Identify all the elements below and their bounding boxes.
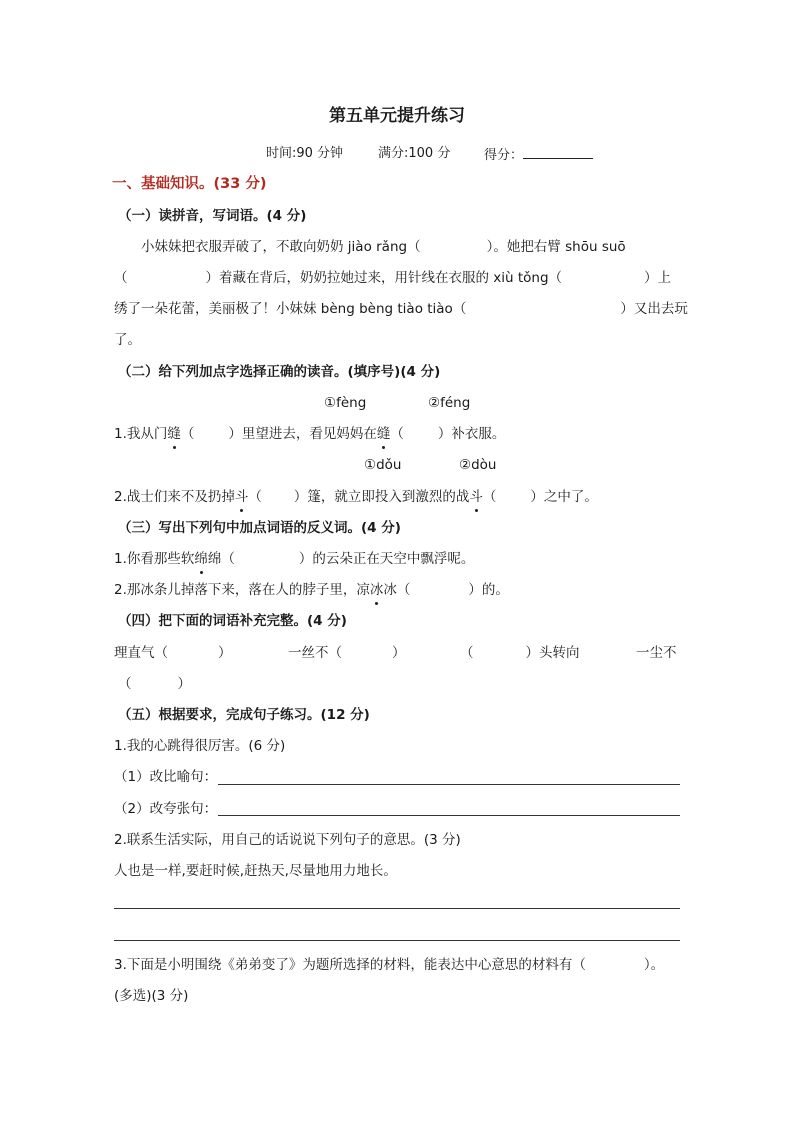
section-heading: 一、基础知识。(33 分) xyxy=(112,176,267,192)
time-label: 时间:90 分钟 xyxy=(266,146,344,161)
q3-sentence2 xyxy=(114,580,509,600)
q2-heading: （二）给下列加点字选择正确的读音。(填序号)(4 分) xyxy=(118,364,441,380)
q2-s2-text-e: ）之中了。 xyxy=(530,489,598,505)
q4-word2 xyxy=(288,643,406,663)
q5-part1-label: （1）改比喻句： xyxy=(114,769,218,785)
q2-s1-text-a: 1.我从门 xyxy=(114,426,168,442)
q5-item2: 2.联系生活实际，用自己的话说说下列句子的意思。(3 分) xyxy=(114,832,461,848)
q3-s1-text-c: ）的云朵正在天空中飘浮呢。 xyxy=(298,551,475,567)
q2-options1-a: ①fèng xyxy=(324,395,367,411)
q3-s1-text-b: （ xyxy=(221,551,235,567)
q4-word4: 一尘不 xyxy=(636,645,677,661)
q4-word4-line2 xyxy=(118,674,191,694)
q4-word1 xyxy=(114,643,232,663)
score-label-text: 得分： xyxy=(484,148,524,163)
q4-heading: （四）把下面的词语补充完整。(4 分) xyxy=(118,613,347,629)
q1-line1-text-b: ）。她把右臂 shōu suō xyxy=(486,239,626,255)
q1-line3-text-b: ）又出去玩 xyxy=(620,301,688,317)
q5-part2-label: （2）改夸张句： xyxy=(114,801,218,817)
dotted-word: 凉冰冰 xyxy=(356,582,397,598)
page-title: 第五单元提升练习 xyxy=(329,106,465,126)
q2-s2-text-a: 2.战士们来不及扔掉 xyxy=(114,489,235,505)
q5-heading: （五）根据要求，完成句子练习。(12 分) xyxy=(118,707,370,723)
q3-heading: （三）写出下列句中加点词语的反义词。(4 分) xyxy=(118,520,401,536)
q3-s2-text-b: （ xyxy=(396,582,411,598)
q1-line4: 了。 xyxy=(114,332,141,348)
q1-line2-text-c: ）上 xyxy=(644,270,672,286)
q4-w2-text-a: 一丝不（ xyxy=(288,645,342,661)
q1-line1-text-a: 小妹妹把衣服弄破了，不敢向奶奶 jiào rǎng（ xyxy=(141,239,421,255)
answer-line[interactable] xyxy=(218,815,680,816)
dotted-word: 软绵绵 xyxy=(180,551,222,567)
q4-w3-text-b: ）头转向 xyxy=(525,645,580,661)
q5-item3-note: (多选)(3 分) xyxy=(114,988,189,1004)
q2-options2-a: ①dǒu xyxy=(364,457,402,473)
score-label xyxy=(484,144,593,166)
answer-line[interactable] xyxy=(114,940,680,941)
q5-s3-text-a: 3.下面是小明围绕《弟弟变了》为题所选择的材料，能表达中心意思的材料有（ xyxy=(114,957,586,973)
q1-line3 xyxy=(114,299,688,319)
q4-w1-text-a: 理直气（ xyxy=(114,645,168,661)
q4-w2-text-b: ） xyxy=(392,645,406,661)
q2-s1-text-e: ）补衣服。 xyxy=(437,426,506,442)
q4-word3 xyxy=(460,643,580,663)
q2-sentence1 xyxy=(114,424,505,444)
q2-s1-text-d: （ xyxy=(390,426,404,442)
q2-s2-text-b: （ xyxy=(248,489,262,505)
q3-s1-text-a: 1.你看那些 xyxy=(114,551,181,567)
q3-sentence1 xyxy=(114,549,474,569)
q2-s1-text-c: ）里望进去，看见妈妈在 xyxy=(228,426,377,442)
q2-options1-b: ②féng xyxy=(428,395,471,411)
q2-sentence2 xyxy=(114,487,598,507)
q4-w1-text-b: ） xyxy=(218,645,232,661)
q5-item3 xyxy=(114,955,664,975)
q1-heading: （一）读拼音，写词语。(4 分) xyxy=(118,208,307,224)
dotted-char: 缝 xyxy=(376,426,391,442)
q1-line2-text-a: （ xyxy=(114,270,128,286)
full-score-label: 满分:100 分 xyxy=(378,146,451,161)
q2-options2-b: ②dòu xyxy=(459,457,497,473)
q4-w4-text-a: （ xyxy=(118,676,132,692)
q4-w4-text-b: ） xyxy=(177,676,191,692)
q4-w3-text-a: （ xyxy=(460,645,474,661)
q5-item1: 1.我的心跳得很厉害。(6 分) xyxy=(114,738,286,754)
dotted-char: 缝 xyxy=(167,426,181,442)
q1-line3-text-a: 绣了一朵花蕾，美丽极了！小妹妹 bèng bèng tiào tiào（ xyxy=(114,301,467,317)
q1-line2-text-b: ）着藏在背后，奶奶拉她过来，用针线在衣服的 xiù tǒng（ xyxy=(205,270,563,286)
q5-s3-text-b: ）。 xyxy=(643,957,665,973)
dotted-char: 斗 xyxy=(234,489,249,505)
q2-s1-text-b: （ xyxy=(180,426,195,442)
q1-line2 xyxy=(114,268,671,288)
q3-s2-text-a: 2.那冰条儿掉落下来，落在人的脖子里， xyxy=(114,582,357,598)
answer-line[interactable] xyxy=(218,784,680,785)
answer-line[interactable] xyxy=(114,908,680,909)
q1-line1 xyxy=(141,237,626,257)
dotted-char: 斗 xyxy=(469,489,483,505)
q2-s2-text-d: （ xyxy=(482,489,497,505)
q2-s2-text-c: ）篷，就立即投入到激烈的战 xyxy=(293,489,470,505)
score-blank[interactable] xyxy=(523,144,593,159)
q5-quote: 人也是一样,要赶时候,赶热天,尽量地用力地长。 xyxy=(114,863,397,879)
q3-s2-text-c: ）的。 xyxy=(468,582,509,598)
